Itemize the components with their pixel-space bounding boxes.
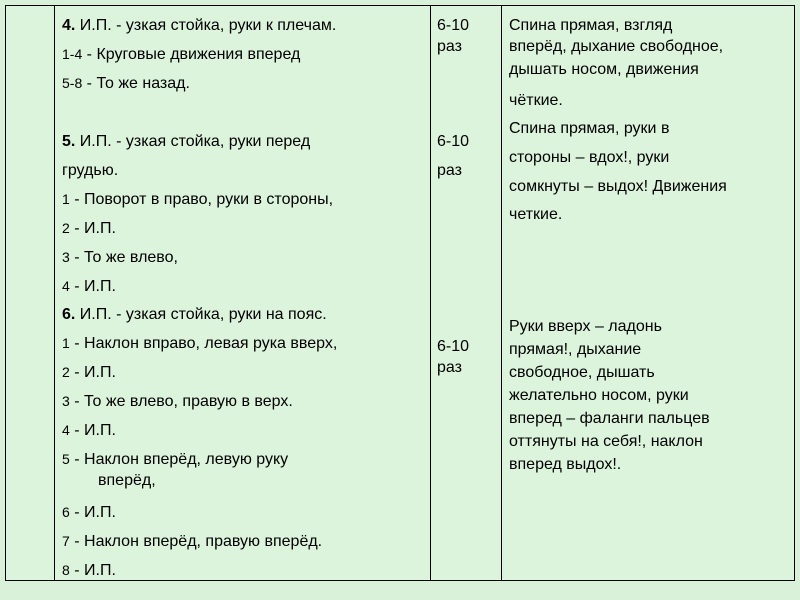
note-line: Руки вверх – ладонь <box>509 318 662 335</box>
ex5-step: 2 - И.П. <box>62 220 116 237</box>
note-line: оттянуты на себя!, наклон <box>509 433 703 450</box>
dosage-unit: раз <box>437 359 462 376</box>
dosage-unit: раз <box>437 38 462 55</box>
dosage-column <box>431 6 502 580</box>
ex5-start: 5. И.П. - узкая стойка, руки перед <box>62 133 311 150</box>
note-line: стороны – вдох!, руки <box>509 149 670 166</box>
note-line: вперед – фаланги пальцев <box>509 410 710 427</box>
note-line: вперед выдох!. <box>509 456 622 473</box>
ex6-step: 7 - Наклон вперёд, правую вперёд. <box>62 533 323 550</box>
ex5-step: 1 - Поворот в право, руки в стороны, <box>62 191 334 208</box>
ex6-step: 3 - То же влево, правую в верх. <box>62 393 293 410</box>
ex5-step: 4 - И.П. <box>62 278 116 295</box>
notes-column <box>502 6 794 580</box>
note-line: вперёд, дыхание свободное, <box>509 38 724 55</box>
note-line: Спина прямая, руки в <box>509 120 670 137</box>
ex6-step: 1 - Наклон вправо, левая рука вверх, <box>62 335 338 352</box>
note-line: прямая!, дыхание <box>509 341 642 358</box>
ex4-start: 4. И.П. - узкая стойка, руки к плечам. <box>62 17 337 34</box>
ex6-step: 5 - Наклон вперёд, левую руку <box>62 451 289 468</box>
ex6-start: 6. И.П. - узкая стойка, руки на пояс. <box>62 306 327 323</box>
ex6-step: 6 - И.П. <box>62 504 116 521</box>
note-line: дышать носом, движения <box>509 61 699 78</box>
note-line: чёткие. <box>509 92 563 109</box>
dosage-unit: раз <box>437 162 462 179</box>
dosage-count: 6-10 <box>437 17 470 34</box>
ex5-start-cont: грудью. <box>62 162 119 179</box>
ex6-step: 4 - И.П. <box>62 422 116 439</box>
exercise-table <box>5 5 795 581</box>
dosage-count: 6-10 <box>437 133 470 150</box>
ex6-step-cont: вперёд, <box>98 472 156 489</box>
ex6-step: 2 - И.П. <box>62 364 116 381</box>
note-line: свободное, дышать <box>509 364 655 381</box>
ex5-step: 3 - То же влево, <box>62 249 178 266</box>
dosage-count: 6-10 <box>437 338 470 355</box>
ex6-step: 8 - И.П. <box>62 562 116 579</box>
note-line: четкие. <box>509 206 563 223</box>
ex4-step: 1-4 - Круговые движения вперед <box>62 46 301 63</box>
note-line: Спина прямая, взгляд <box>509 17 673 34</box>
note-line: желательно носом, руки <box>509 387 689 404</box>
exercise-column <box>55 6 431 580</box>
ex4-step: 5-8 - То же назад. <box>62 75 190 92</box>
empty-column <box>6 6 55 580</box>
note-line: сомкнуты – выдох! Движения <box>509 178 727 195</box>
